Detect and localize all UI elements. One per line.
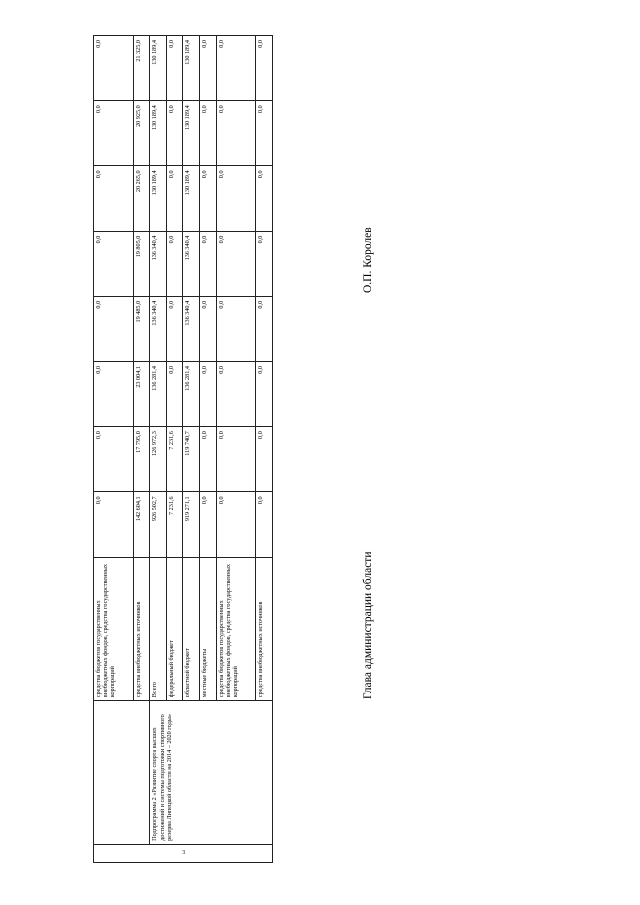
value-cell: 919 271,1 [183,492,200,557]
funding-source-cell: средства внебюджетных источников [133,557,150,701]
value-cell: 0,0 [166,296,183,361]
value-cell: 21 325,0 [133,36,150,101]
value-cell: 926 502,7 [150,492,167,557]
value-cell: 0,0 [216,296,256,361]
table-row [150,36,167,863]
funding-source-cell: федеральный бюджет [166,557,183,701]
value-cell: 0,0 [256,296,273,361]
value-cell: 0,0 [256,427,273,492]
funding-source-cell: Всего [150,557,167,701]
value-cell: 20 265,0 [133,166,150,231]
value-cell: 0,0 [216,362,256,427]
funding-source-cell: местные бюджеты [200,557,217,701]
budget-table-rotated [93,35,273,863]
value-cell: 0,0 [94,362,134,427]
value-cell: 0,0 [166,362,183,427]
value-cell: 0,0 [216,231,256,296]
value-cell: 0,0 [94,231,134,296]
value-cell: 142 604,1 [133,492,150,557]
value-cell: 0,0 [94,166,134,231]
value-cell: 0,0 [200,362,217,427]
value-cell: 20 925,0 [133,101,150,166]
value-cell: 130 189,4 [183,166,200,231]
value-cell: 0,0 [166,231,183,296]
value-cell: 7 231,6 [166,427,183,492]
value-cell: 0,0 [200,492,217,557]
value-cell: 0,0 [166,166,183,231]
value-cell: 0,0 [256,231,273,296]
value-cell: 136 281,4 [183,362,200,427]
value-cell: 0,0 [94,492,134,557]
funding-source-cell: областной бюджет [183,557,200,701]
value-cell: 0,0 [166,36,183,101]
value-cell: 17 795,0 [133,427,150,492]
value-cell: 0,0 [94,296,134,361]
value-cell: 0,0 [256,362,273,427]
value-cell: 19 805,0 [133,231,150,296]
table-row [94,36,134,863]
value-cell: 0,0 [256,492,273,557]
signature-name: О.П. Королев [362,227,374,293]
value-cell: 126 972,3 [150,427,167,492]
value-cell: 0,0 [216,492,256,557]
value-cell: 0,0 [216,166,256,231]
value-cell: 0,0 [256,101,273,166]
value-cell: 136 340,4 [150,296,167,361]
value-cell: 0,0 [200,231,217,296]
value-cell: 0,0 [94,427,134,492]
value-cell: 0,0 [94,101,134,166]
funding-source-cell: средства бюджетов государственных внебюджетных фондов, средства государственных корпораций [216,557,256,701]
value-cell: 0,0 [216,101,256,166]
subprogram-label: Подпрограмма 2 «Развитие спорта высших достижений и системы подготовки спортивного резерва Липецкой области на 2014 – 2020 годы» [150,701,273,845]
value-cell: 19 485,0 [133,296,150,361]
value-cell: 0,0 [166,101,183,166]
value-cell: 136 340,4 [183,231,200,296]
value-cell: 136 340,4 [183,296,200,361]
value-cell: 0,0 [256,166,273,231]
budget-table-body [94,36,273,863]
value-cell: 0,0 [200,101,217,166]
value-cell: 136 340,4 [150,231,167,296]
value-cell: 130 189,4 [150,36,167,101]
page-number-cell [94,844,273,862]
value-cell: 130 189,4 [183,101,200,166]
value-cell: 23 004,1 [133,362,150,427]
value-cell: 0,0 [94,36,134,101]
funding-source-cell: средства внебюджетных источников [256,557,273,701]
value-cell: 0,0 [200,36,217,101]
value-cell: 136 281,4 [150,362,167,427]
funding-source-cell: средства бюджетов государственных внебюджетных фондов, средства государственных корпораций [94,557,134,701]
value-cell: 0,0 [216,427,256,492]
signature-title: Глава администрации области [362,551,374,699]
value-cell: 0,0 [216,36,256,101]
value-cell: 7 231,6 [166,492,183,557]
value-cell: 130 189,4 [150,101,167,166]
value-cell: 0,0 [200,427,217,492]
value-cell: 130 189,4 [150,166,167,231]
value-cell: 130 189,4 [183,36,200,101]
budget-table [93,35,273,863]
page-number: 3 [181,849,185,856]
value-cell: 0,0 [200,296,217,361]
value-cell: 0,0 [256,36,273,101]
value-cell: 0,0 [200,166,217,231]
value-cell: 119 740,7 [183,427,200,492]
program-cell-empty [94,701,150,845]
